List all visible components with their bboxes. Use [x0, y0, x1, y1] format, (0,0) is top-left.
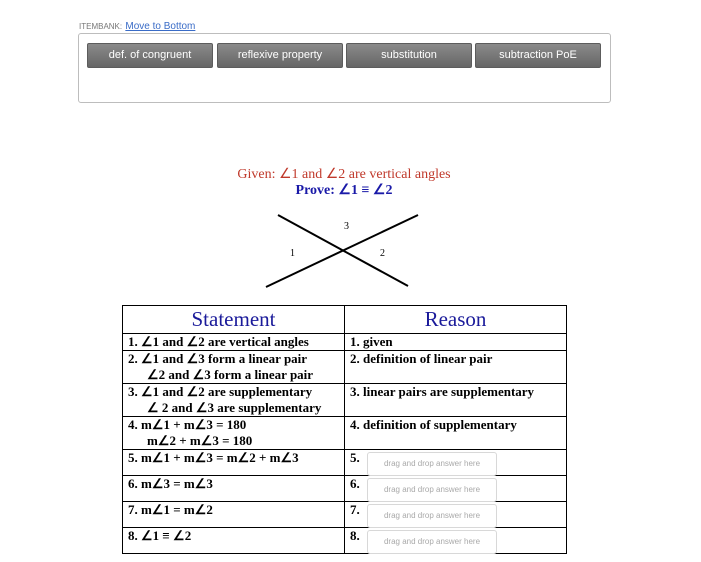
given-statement: Given: ∠1 and ∠2 are vertical angles	[237, 167, 451, 182]
reason-cell	[345, 476, 567, 502]
statement-header: Statement	[123, 306, 345, 334]
vertical-angles-diagram	[260, 210, 430, 295]
proof-row-5	[123, 450, 567, 476]
diagram-label-3: 3	[344, 221, 349, 232]
reason-number: 6.	[350, 476, 360, 491]
proof-table	[122, 305, 567, 554]
dropzone-step-7[interactable]: drag and drop answer here	[367, 504, 497, 528]
dropzone-step-8[interactable]: drag and drop answer here	[367, 530, 497, 554]
diagram-line-b	[266, 215, 418, 287]
reason-number: 5.	[350, 450, 360, 465]
prove-statement: Prove: ∠1 ≡ ∠2	[295, 183, 393, 198]
statement-text: 7. m∠1 = m∠2	[128, 502, 213, 517]
reason-number: 8.	[350, 528, 360, 543]
statement-text: m∠2 + m∠3 = 180	[147, 433, 253, 448]
statement-text: 2. ∠1 and ∠3 form a linear pair	[128, 351, 308, 366]
proof-header-row	[123, 306, 567, 334]
diagram-label-2: 2	[380, 248, 385, 259]
answer-chip-def-congruent[interactable]: def. of congruent	[87, 43, 213, 68]
answer-chip-substitution[interactable]: substitution	[346, 43, 472, 68]
statement-text: 8. ∠1 ≡ ∠2	[128, 528, 192, 543]
statement-cell	[123, 528, 345, 554]
proof-row-4	[123, 417, 567, 450]
proof-row-6	[123, 476, 567, 502]
reason-header: Reason	[345, 306, 567, 334]
proof-row-1	[123, 334, 567, 351]
proof-row-7	[123, 502, 567, 528]
proof-row-3	[123, 384, 567, 417]
proof-row-8	[123, 528, 567, 554]
statement-text: 1. ∠1 and ∠2 are vertical angles	[128, 334, 309, 349]
answer-chip-subtraction-poe[interactable]: subtraction PoE	[475, 43, 601, 68]
reason-cell	[345, 334, 567, 351]
reason-cell	[345, 417, 567, 450]
reason-text: 1. given	[350, 334, 393, 349]
answer-chip-reflexive-property[interactable]: reflexive property	[217, 43, 343, 68]
statement-text: ∠2 and ∠3 form a linear pair	[147, 367, 314, 382]
statement-cell	[123, 502, 345, 528]
statement-text: 4. m∠1 + m∠3 = 180	[128, 417, 247, 432]
reason-cell	[345, 528, 567, 554]
reason-number: 7.	[350, 502, 360, 517]
reason-cell	[345, 351, 567, 384]
statement-cell	[123, 417, 345, 450]
statement-cell	[123, 334, 345, 351]
itembank-panel	[78, 33, 611, 103]
dropzone-step-5[interactable]: drag and drop answer here	[367, 452, 497, 476]
itembank-label	[79, 21, 195, 32]
dropzone-step-6[interactable]: drag and drop answer here	[367, 478, 497, 502]
reason-cell	[345, 384, 567, 417]
statement-cell	[123, 450, 345, 476]
reason-text: 4. definition of supplementary	[350, 417, 517, 432]
statement-cell	[123, 351, 345, 384]
itembank-title: ITEMBANK:	[79, 22, 123, 31]
reason-text: 2. definition of linear pair	[350, 351, 493, 366]
statement-cell	[123, 384, 345, 417]
move-to-bottom-link[interactable]: Move to Bottom	[125, 21, 196, 32]
statement-text: 3. ∠1 and ∠2 are supplementary	[128, 384, 313, 399]
reason-cell	[345, 450, 567, 476]
proof-row-2	[123, 351, 567, 384]
statement-text: ∠ 2 and ∠3 are supplementary	[147, 400, 322, 415]
statement-text: 5. m∠1 + m∠3 = m∠2 + m∠3	[128, 450, 299, 465]
diagram-label-1: 1	[290, 248, 295, 259]
reason-cell	[345, 502, 567, 528]
statement-cell	[123, 476, 345, 502]
reason-text: 3. linear pairs are supplementary	[350, 384, 535, 399]
statement-text: 6. m∠3 = m∠3	[128, 476, 213, 491]
